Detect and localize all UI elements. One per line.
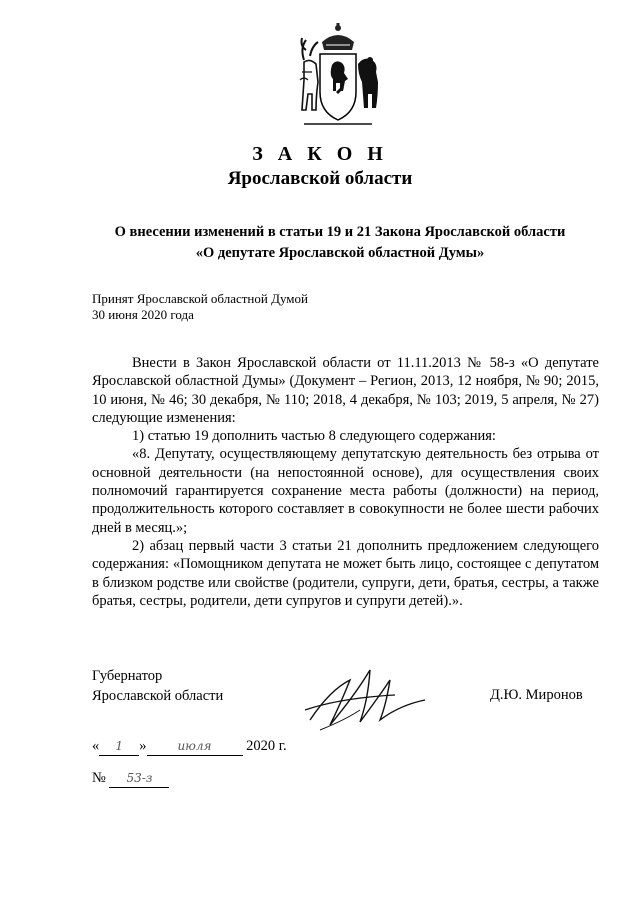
signatory-position bbox=[92, 666, 223, 706]
date-day-field bbox=[99, 738, 139, 756]
number-field bbox=[109, 770, 169, 788]
body-paragraph-item-2: 2) абзац первый части 3 статьи 21 дополнить предложением следующего содержания: «Помощником депутата не может быть лицо, состоящее с депутатом в близком родстве или свойстве (родители, супруги, дети, братья, сестры, а также братья, сестры, родители, дети супругов и супруги детей).». bbox=[92, 537, 599, 609]
document-region-title: Ярославской области bbox=[227, 168, 413, 189]
body-paragraph-intro: Внести в Закон Ярославской области от 11.11.2013 № 58-з «О депутате Ярославской областной Думы» (Документ – Регион, 2013, 12 ноября, № 90; 2015, 10 июня, № 46; 30 декабря, № 110; 2018, 4 декабря, № 103; 2019, 5 апреля, № 27) следующие изменения: bbox=[92, 355, 599, 426]
adoption-note bbox=[92, 291, 308, 323]
signatory-position-line-1: Губернатор bbox=[92, 668, 163, 684]
law-subject bbox=[90, 222, 590, 264]
law-body bbox=[92, 354, 599, 610]
handwritten-signature bbox=[300, 650, 430, 740]
date-year: 2020 г. bbox=[246, 738, 287, 754]
signatory-name: Д.Ю. Миронов bbox=[490, 687, 583, 703]
date-month-handwritten: июля bbox=[177, 739, 212, 753]
date-month-field bbox=[147, 738, 243, 756]
law-number bbox=[92, 770, 169, 788]
adoption-date: 30 июня 2020 года bbox=[92, 307, 194, 322]
date-close-quote: » bbox=[139, 738, 147, 754]
adoption-body: Принят Ярославской областной Думой bbox=[92, 291, 308, 306]
body-paragraph-quote: «8. Депутату, осуществляющему депутатскую деятельность без отрыва от основной деятельности (на непостоянной основе), для осуществления своих полномочий гарантируется сохранение места работы (должности) на период, продолжительность которого составляет в совокупности не более шести рабочих дней в месяц.»; bbox=[92, 446, 599, 536]
body-paragraph-item-1: 1) статью 19 дополнить частью 8 следующего содержания: bbox=[132, 428, 496, 445]
number-handwritten: 53-з bbox=[126, 771, 153, 785]
date-open-quote: « bbox=[92, 738, 100, 754]
signing-date bbox=[92, 738, 287, 756]
crown-icon bbox=[322, 23, 354, 50]
number-label: № bbox=[92, 770, 106, 786]
law-subject-line-2: «О депутате Ярославской областной Думы» bbox=[195, 245, 485, 261]
date-day-handwritten: 1 bbox=[115, 739, 124, 753]
law-subject-line-1: О внесении изменений в статьи 19 и 21 Закона Ярославской области bbox=[114, 224, 566, 240]
signatory-position-line-2: Ярославской области bbox=[92, 688, 224, 704]
document-type-title: З А К О Н bbox=[252, 143, 388, 165]
coat-of-arms-emblem bbox=[290, 20, 386, 130]
